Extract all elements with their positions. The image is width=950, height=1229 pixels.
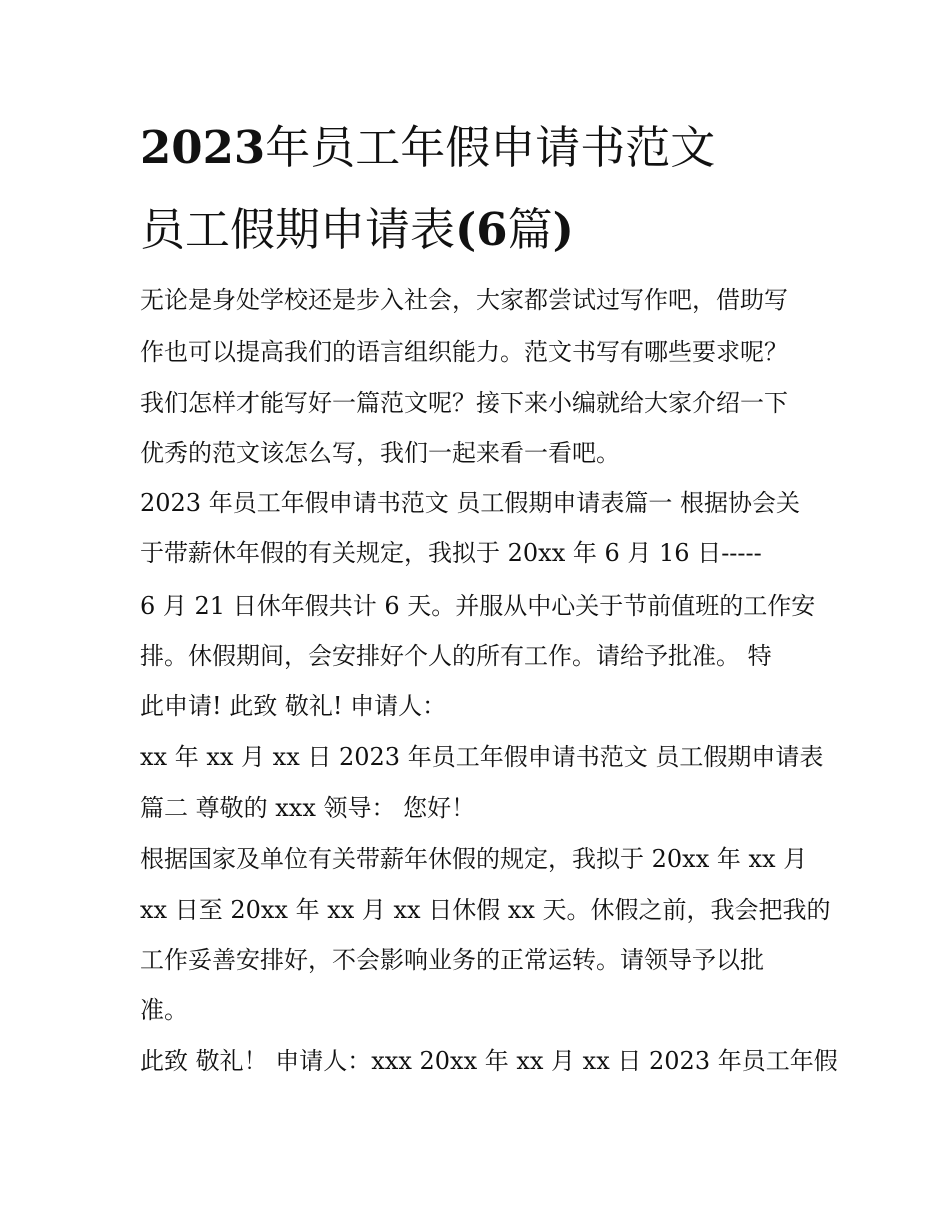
body-line: 优秀的范文该怎么写，我们一起来看一看吧。 — [140, 439, 620, 467]
body-line: 篇二 尊敬的 xxx 领导： 您好！ — [140, 794, 476, 822]
body-line: 作也可以提高我们的语言组织能力。范文书写有哪些要求呢？ — [140, 338, 788, 366]
body-line: 6 月 21 日休年假共计 6 天。并服从中心关于节前值班的工作安 — [140, 592, 816, 620]
body-line: 无论是身处学校还是步入社会，大家都尝试过写作吧，借助写 — [140, 286, 788, 314]
body-line: 2023 年员工年假申请书范文 员工假期申请表篇一 根据协会关 — [140, 489, 800, 517]
title-year: 2023 — [140, 121, 266, 174]
document-title-line-1 — [140, 120, 840, 175]
title-count: (6 — [455, 203, 508, 256]
document-title-line-2 — [140, 202, 840, 257]
body-line: xx 日至 20xx 年 xx 月 xx 日休假 xx 天。休假之前，我会把我的 — [140, 896, 831, 924]
title-subtitle-text: 员工假期申请表 — [140, 203, 456, 256]
body-line: 工作妥善安排好，不会影响业务的正常运转。请领导予以批 — [140, 946, 764, 974]
title-text: 年员工年假申请书范文 — [265, 121, 716, 174]
body-line: 我们怎样才能写好一篇范文呢？接下来小编就给大家介绍一下 — [140, 389, 788, 417]
title-count-unit: 篇 — [507, 203, 553, 256]
body-line: 于带薪休年假的有关规定，我拟于 20xx 年 6 月 16 日----- — [140, 539, 762, 567]
title-close-paren: ) — [552, 203, 574, 256]
body-line: 根据国家及单位有关带薪年休假的规定，我拟于 20xx 年 xx 月 — [140, 845, 808, 873]
body-line: xx 年 xx 月 xx 日 2023 年员工年假申请书范文 员工假期申请表 — [140, 743, 824, 771]
body-line: 准。 — [140, 996, 188, 1024]
body-line: 排。休假期间，会安排好个人的所有工作。请给予批准。 特 — [140, 642, 772, 670]
body-line: 此申请! 此致 敬礼! 申请人： — [140, 692, 447, 720]
body-line: 此致 敬礼！ 申请人：xxx 20xx 年 xx 月 xx 日 2023 年员工年假 — [140, 1047, 838, 1075]
